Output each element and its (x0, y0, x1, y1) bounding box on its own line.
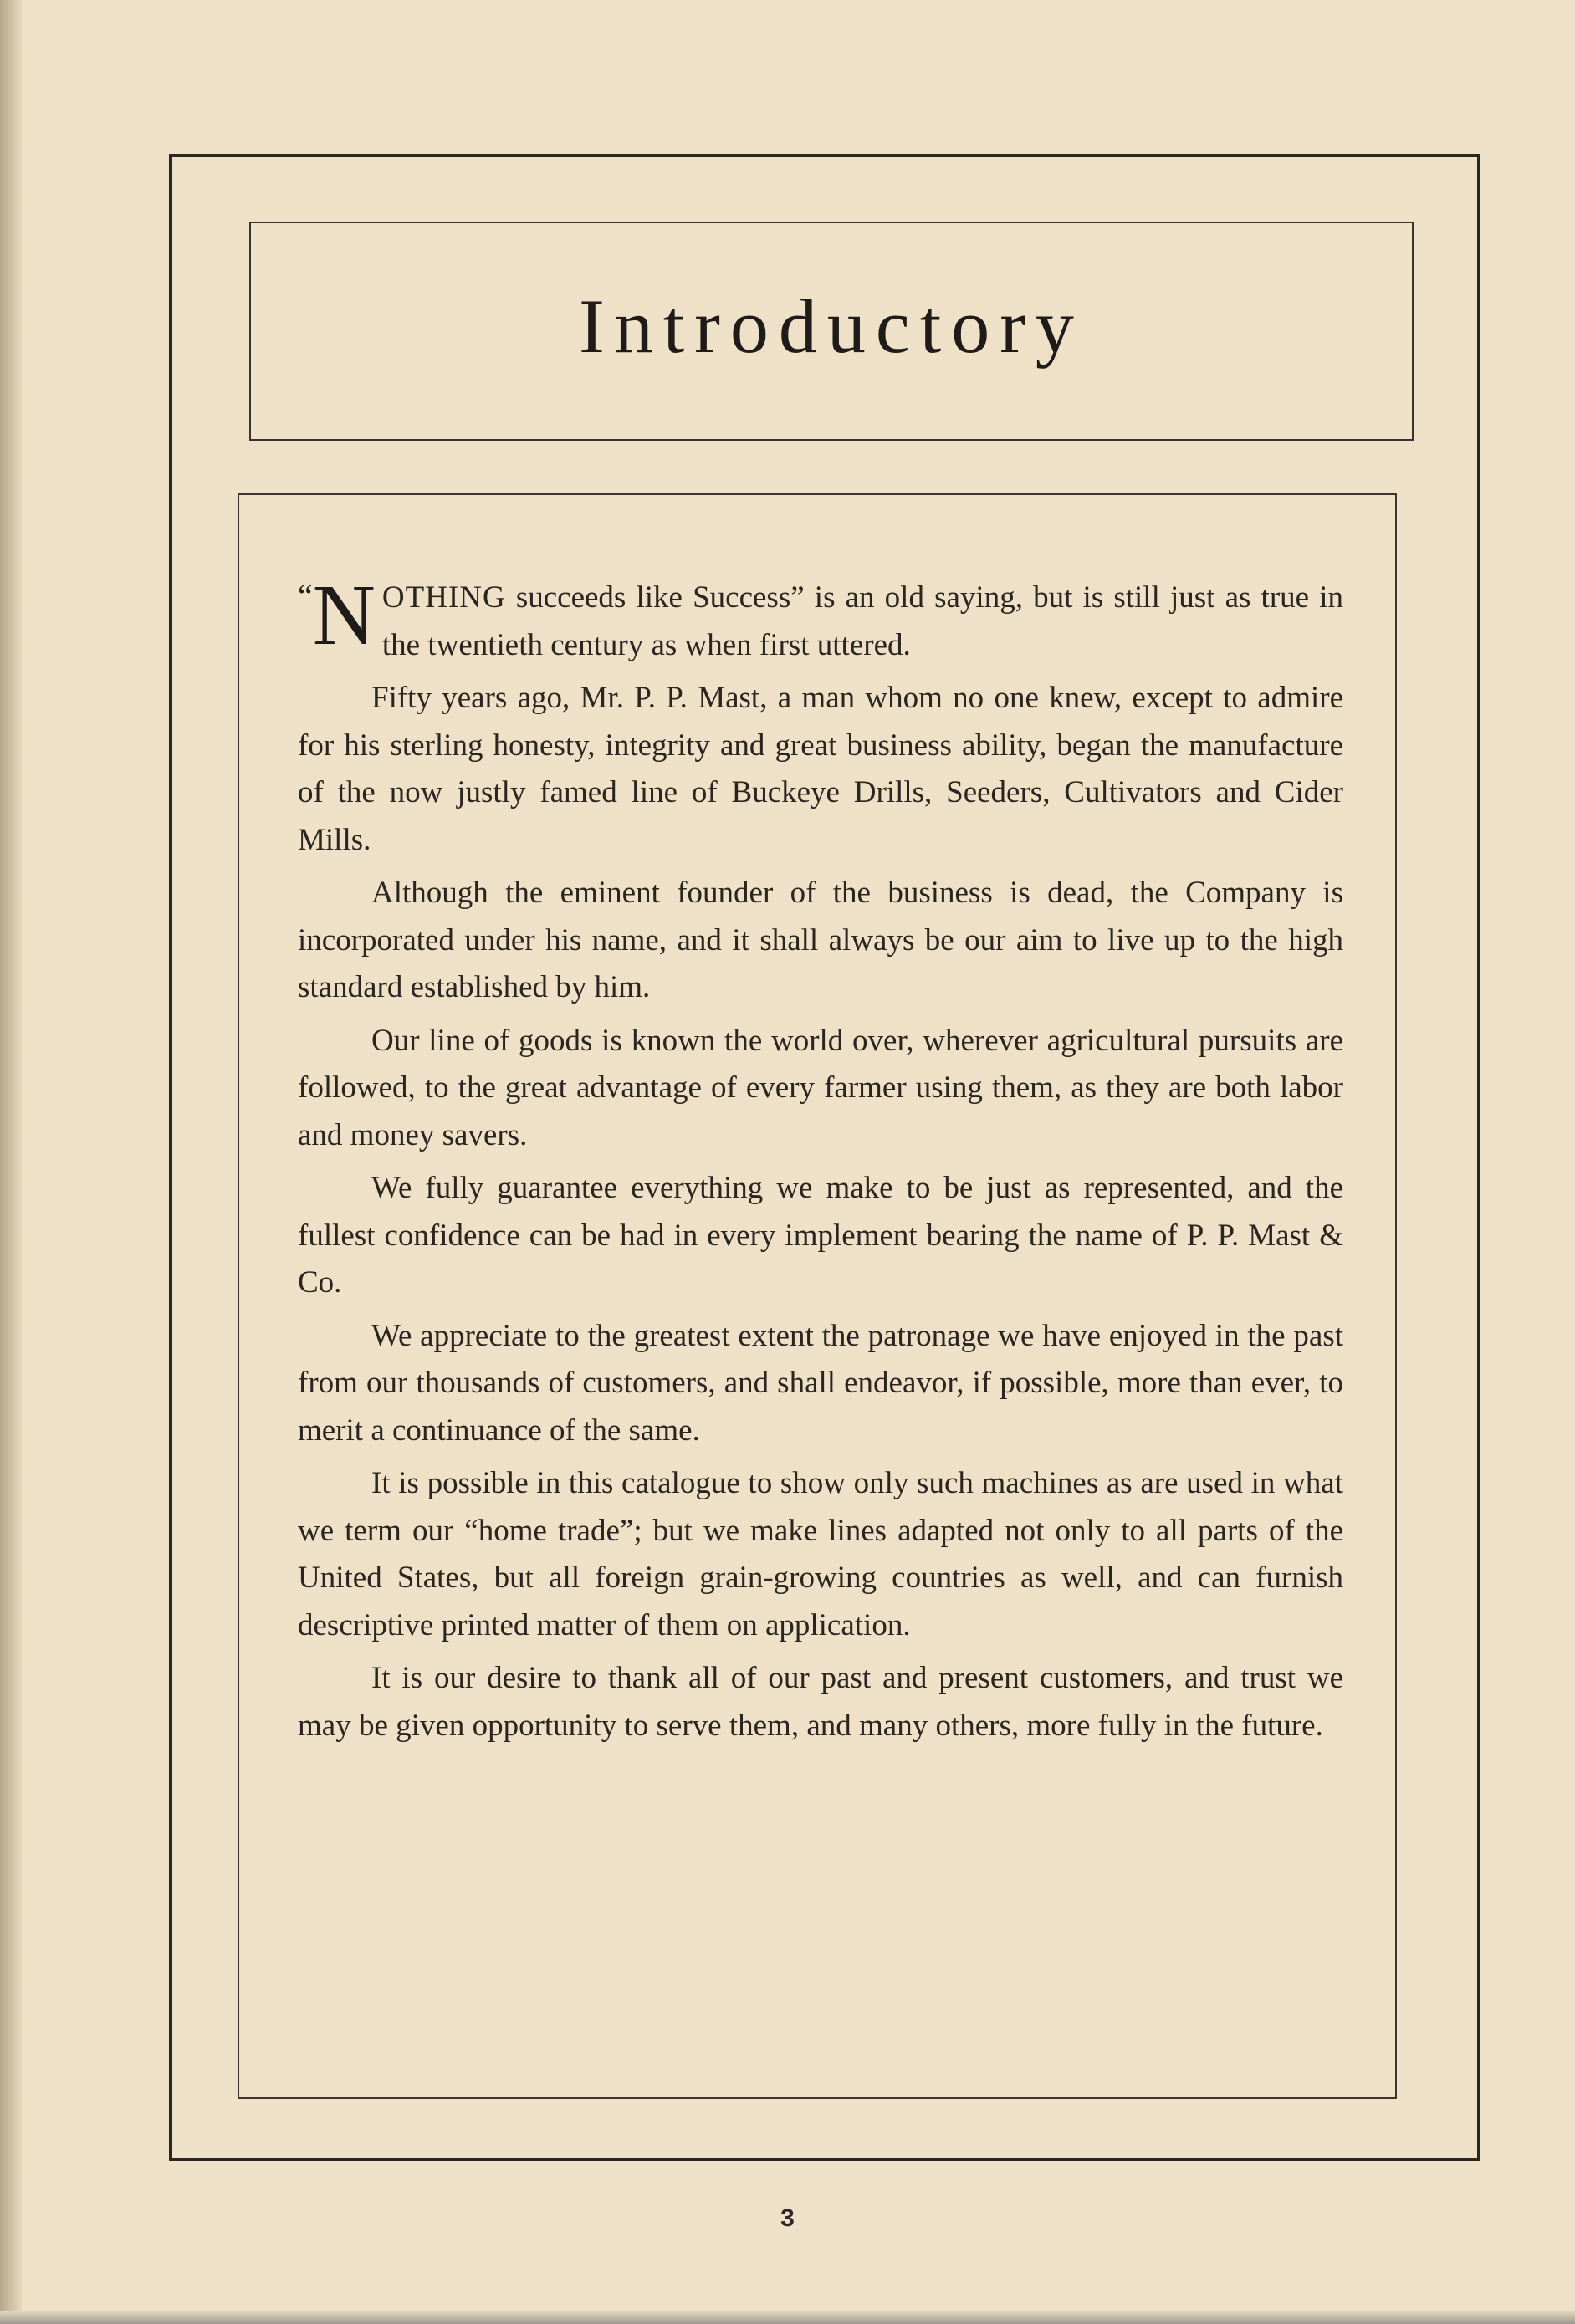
content-box (238, 493, 1397, 2099)
paragraph-4: Our line of goods is known the world over, wherever agricultural pursuits are followed, to the great advantage of every farmer using them, as they are both labor and money savers. (298, 1023, 1343, 1152)
first-paragraph-text: succeeds like Success” is an old saying, but is still just as true in the twentieth century as when first uttered. (381, 580, 1343, 662)
paragraph-7: It is possible in this catalogue to show only such machines as are used in what we term our “home trade”; but we make lines adapted not only to all parts of the United States, but all foreign grain-growing countries as well, and can furnish descriptive printed matter of them on application. (298, 1466, 1343, 1642)
page-title: Introductory (579, 283, 1084, 369)
page-bottom-edge (0, 2311, 1575, 2324)
paragraph-8: It is our desire to thank all of our past and present customers, and trust we may be given opportunity to serve them, and many others, more fully in the future. (298, 1661, 1343, 1743)
body-text (298, 567, 1343, 1755)
paragraph-2: Fifty years ago, Mr. P. P. Mast, a man whom no one knew, except to admire for his sterling honesty, integrity and great business ability, began the manufacture of the now justly famed line of Buckeye Drills, Seeders, Cultivators and Cider Mills. (298, 681, 1343, 857)
paragraph-5: We fully guarantee everything we make to be just as represented, and the fullest confidence can be had in every implement bearing the name of P. P. Mast & Co. (298, 1171, 1343, 1300)
first-word-smallcaps: OTHING (381, 580, 506, 615)
paragraph-1 (298, 567, 1343, 669)
opening-quote-mark: “ (298, 577, 313, 615)
drop-cap-letter: N (312, 567, 376, 663)
paragraph-3: Although the eminent founder of the business is dead, the Company is incorporated under his name, and it shall always be our aim to live up to the high standard established by him. (298, 876, 1343, 1004)
title-box (249, 222, 1414, 441)
page-number: 3 (780, 2204, 795, 2232)
paragraph-6: We appreciate to the greatest extent the patronage we have enjoyed in the past from our thousands of customers, and shall endeavor, if possible, more than ever, to merit a continuance of the same. (298, 1318, 1343, 1448)
drop-cap (298, 567, 376, 663)
page-edge-shadow (0, 0, 22, 2324)
